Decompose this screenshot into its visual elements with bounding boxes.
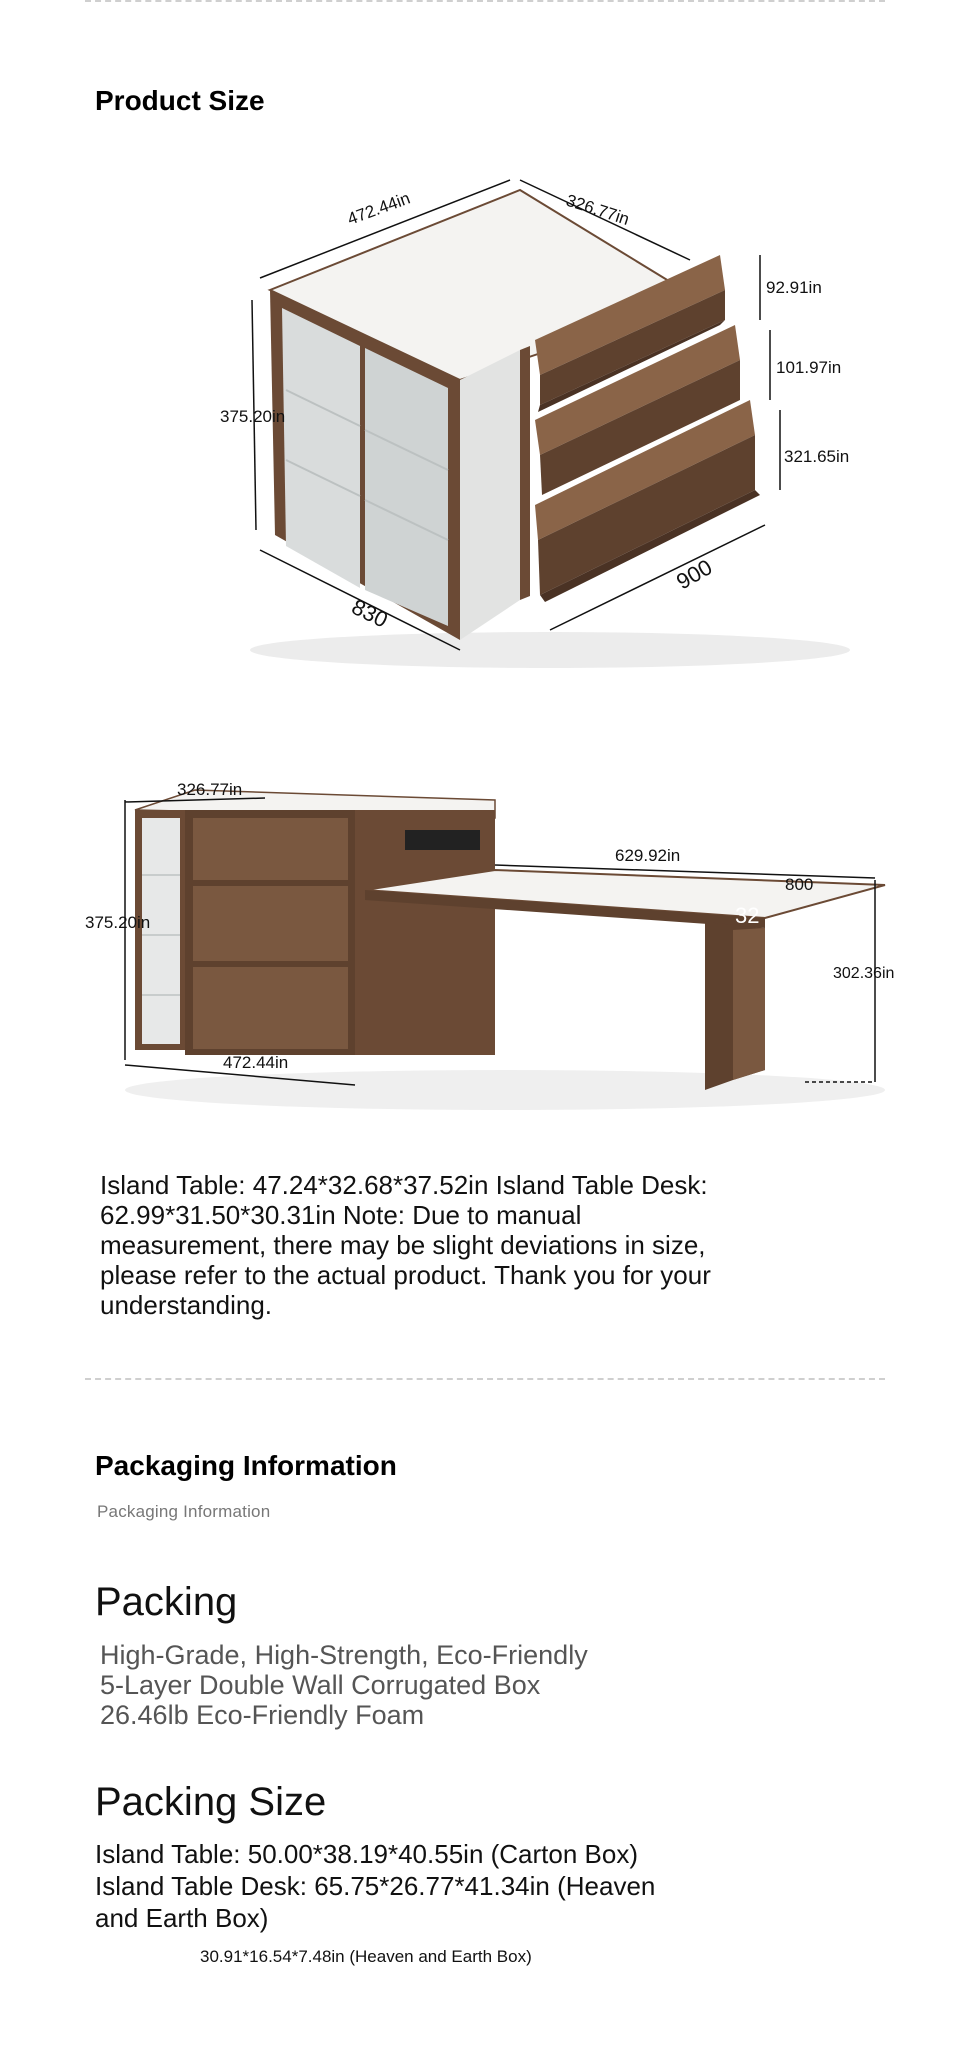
packing-size-title: Packing Size	[95, 1780, 327, 1824]
middle-divider	[85, 1378, 885, 1380]
packing-line-2: 5-Layer Double Wall Corrugated Box	[100, 1670, 541, 1700]
size-note: Island Table: 47.24*32.68*37.52in Island Table Desk: 62.99*31.50*30.31in Note: Due to manual measurement, there may be slight deviations in size, please refer to the actual product. Thank you for your understanding.	[100, 1170, 711, 1320]
dim-bottom-left: 830	[347, 594, 392, 633]
floor-shadow	[250, 632, 850, 668]
island-desk-diagram	[85, 760, 925, 1140]
dim2-height: 375.20in	[85, 913, 151, 932]
dim2-desk-depth: 800	[785, 875, 814, 894]
dim2-top-width: 326.77in	[177, 780, 243, 799]
dim-drawer-2: 101.97in	[776, 358, 842, 377]
dim-top-left: 472.44in	[344, 188, 413, 229]
dim2-desk-length: 629.92in	[615, 846, 681, 865]
dim-drawer-1: 92.91in	[766, 278, 822, 297]
packing-title: Packing	[95, 1580, 238, 1624]
packing-size-sub: 30.91*16.54*7.48in (Heaven and Earth Box)	[200, 1947, 532, 1966]
packaging-subtitle: Packaging Information	[97, 1502, 271, 1521]
dim2-desk-height: 302.36in	[833, 965, 895, 982]
floor-shadow	[125, 1070, 885, 1110]
cabinet-side	[460, 350, 520, 640]
glass-door-left	[282, 308, 360, 588]
dim-bottom-right: 900	[672, 554, 717, 595]
power-socket-strip	[405, 830, 480, 850]
island-table-diagram	[220, 160, 860, 680]
top-divider	[85, 0, 885, 2]
dim2-bottom-width: 472.44in	[223, 1053, 289, 1072]
dim-top-right: 326.77in	[563, 190, 632, 229]
product-size-title: Product Size	[95, 85, 265, 116]
dim2-desk-thickness: 32	[735, 903, 760, 928]
glass-door-right	[365, 348, 448, 626]
packing-size-text: Island Table: 50.00*38.19*40.55in (Carton Box) Island Table Desk: 65.75*26.77*41.34in (Heaven and Earth Box)	[95, 1839, 656, 1933]
packaging-title: Packaging Information	[95, 1450, 397, 1481]
packing-line-3: 26.46lb Eco-Friendly Foam	[100, 1700, 425, 1730]
dim-height: 375.20in	[220, 407, 286, 426]
packing-line-1: High-Grade, High-Strength, Eco-Friendly	[100, 1640, 588, 1670]
dim-drawer-3: 321.65in	[784, 447, 850, 466]
packing-lines	[100, 1640, 588, 1730]
